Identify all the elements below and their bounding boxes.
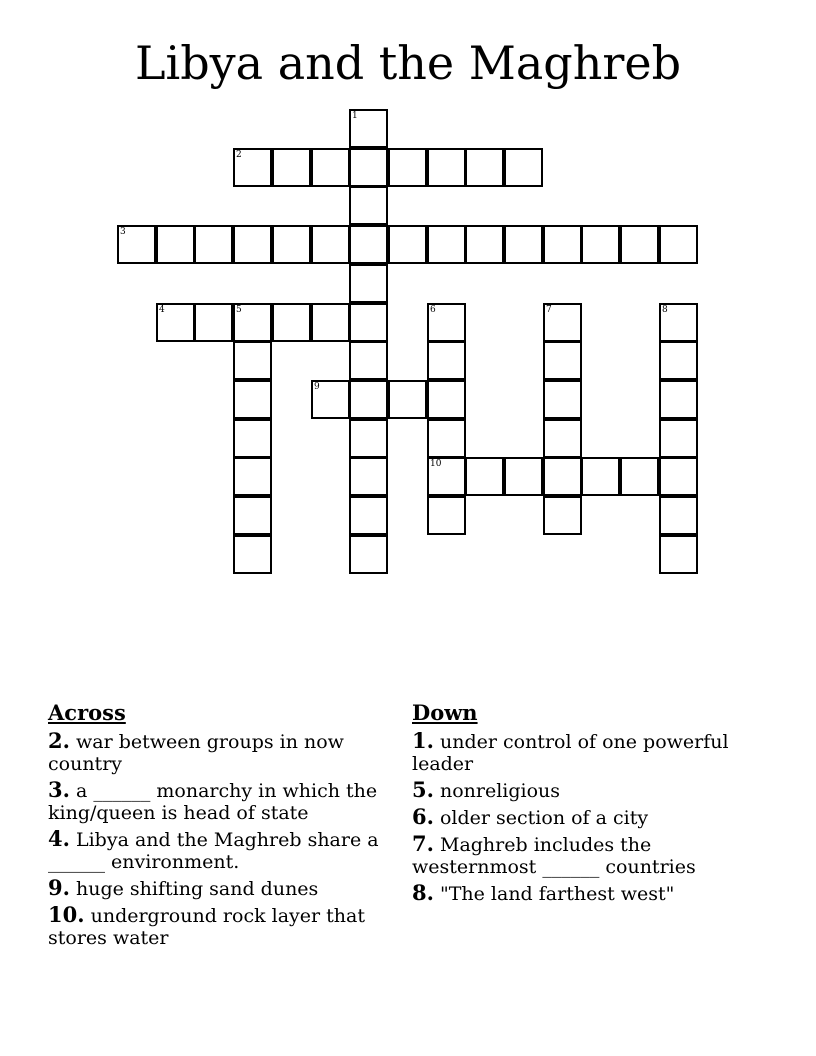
grid-cell[interactable]: [427, 148, 466, 187]
grid-cell[interactable]: [349, 109, 388, 148]
across-clues: [48, 700, 388, 953]
clue-number: 8.: [412, 880, 434, 905]
grid-cell[interactable]: [465, 225, 504, 264]
clue-down-7: [412, 833, 772, 878]
grid-cell[interactable]: [349, 225, 388, 264]
clue-text: a ______ monarchy in which the king/queen is head of state: [48, 780, 378, 824]
clue-text: huge shifting sand dunes: [75, 878, 319, 900]
clue-number: 9.: [48, 875, 70, 900]
grid-cell[interactable]: [233, 457, 272, 496]
clue-across-2: [48, 730, 388, 775]
grid-cell[interactable]: [659, 380, 698, 419]
clue-number: 1.: [412, 728, 434, 753]
clue-across-10: [48, 904, 388, 949]
clue-text: "The land farthest west": [439, 883, 675, 905]
grid-cell[interactable]: [349, 496, 388, 535]
clue-across-9: [48, 877, 388, 900]
clue-down-1: [412, 730, 772, 775]
grid-cell[interactable]: [388, 225, 427, 264]
grid-cell[interactable]: [620, 225, 659, 264]
grid-cell[interactable]: [543, 303, 582, 342]
clue-down-8: [412, 882, 772, 905]
across-heading: Across: [48, 700, 126, 725]
grid-cell[interactable]: [659, 341, 698, 380]
grid-cell[interactable]: [543, 496, 582, 535]
clue-down-5: [412, 779, 772, 802]
grid-cell[interactable]: [581, 457, 620, 496]
grid-cell[interactable]: [504, 225, 543, 264]
grid-cell[interactable]: [465, 457, 504, 496]
grid-cell[interactable]: [427, 303, 466, 342]
grid-cell[interactable]: [659, 419, 698, 458]
clue-text: war between groups in now country: [48, 731, 344, 775]
clue-text: nonreligious: [439, 780, 561, 802]
grid-cell[interactable]: [427, 457, 466, 496]
clue-number: 3.: [48, 777, 70, 802]
grid-cell[interactable]: [233, 380, 272, 419]
grid-cell[interactable]: [349, 148, 388, 187]
grid-cell[interactable]: [349, 457, 388, 496]
clue-across-3: [48, 779, 388, 824]
down-heading: Down: [412, 700, 478, 725]
grid-cell[interactable]: [620, 457, 659, 496]
grid-cell[interactable]: [156, 303, 195, 342]
clue-number: 6.: [412, 804, 434, 829]
grid-cell[interactable]: [233, 303, 272, 342]
grid-cell[interactable]: [427, 419, 466, 458]
grid-cell[interactable]: [388, 380, 427, 419]
grid-cell[interactable]: [311, 380, 350, 419]
cell-number: 9: [314, 382, 320, 392]
grid-cell[interactable]: [349, 419, 388, 458]
grid-cell[interactable]: [581, 225, 620, 264]
cell-number: 1: [352, 111, 358, 121]
grid-cell[interactable]: [272, 225, 311, 264]
cell-number: 8: [662, 305, 668, 315]
grid-cell[interactable]: [659, 225, 698, 264]
grid-cell[interactable]: [156, 225, 195, 264]
grid-cell[interactable]: [194, 303, 233, 342]
grid-cell[interactable]: [233, 496, 272, 535]
grid-cell[interactable]: [659, 496, 698, 535]
grid-cell[interactable]: [543, 225, 582, 264]
grid-cell[interactable]: [427, 496, 466, 535]
grid-cell[interactable]: [504, 457, 543, 496]
cell-number: 4: [159, 305, 165, 315]
grid-cell[interactable]: [504, 148, 543, 187]
grid-cell[interactable]: [543, 380, 582, 419]
grid-cell[interactable]: [233, 419, 272, 458]
grid-cell[interactable]: [194, 225, 233, 264]
cell-number: 6: [430, 305, 436, 315]
grid-cell[interactable]: [349, 341, 388, 380]
grid-cell[interactable]: [349, 186, 388, 225]
grid-cell[interactable]: [659, 303, 698, 342]
grid-cell[interactable]: [543, 419, 582, 458]
grid-cell[interactable]: [427, 341, 466, 380]
grid-cell[interactable]: [543, 457, 582, 496]
grid-cell[interactable]: [233, 148, 272, 187]
clue-across-4: [48, 828, 388, 873]
grid-cell[interactable]: [349, 264, 388, 303]
clue-text: older section of a city: [439, 807, 649, 829]
clue-number: 7.: [412, 831, 434, 856]
cell-number: 3: [120, 227, 126, 237]
clue-text: underground rock layer that stores water: [48, 905, 365, 949]
grid-cell[interactable]: [349, 380, 388, 419]
grid-cell[interactable]: [427, 380, 466, 419]
clue-text: Maghreb includes the westernmost ______ countries: [412, 834, 696, 878]
cell-number: 5: [236, 305, 242, 315]
grid-cell[interactable]: [311, 225, 350, 264]
grid-cell[interactable]: [427, 225, 466, 264]
cell-number: 7: [546, 305, 552, 315]
grid-cell[interactable]: [233, 341, 272, 380]
grid-cell[interactable]: [311, 148, 350, 187]
cell-number: 10: [430, 459, 442, 469]
grid-cell[interactable]: [659, 535, 698, 574]
cell-number: 2: [236, 150, 242, 160]
page-title: Libya and the Maghreb: [134, 36, 682, 90]
grid-cell[interactable]: [543, 341, 582, 380]
clue-number: 10.: [48, 902, 85, 927]
clue-number: 4.: [48, 826, 70, 851]
down-clues: [412, 700, 772, 909]
grid-cell[interactable]: [311, 303, 350, 342]
grid-cell[interactable]: [388, 148, 427, 187]
clue-number: 5.: [412, 777, 434, 802]
grid-cell[interactable]: [465, 148, 504, 187]
grid-cell[interactable]: [117, 225, 156, 264]
grid-cell[interactable]: [233, 225, 272, 264]
clue-text: Libya and the Maghreb share a ______ environment.: [48, 829, 379, 873]
grid-cell[interactable]: [272, 303, 311, 342]
clue-text: under control of one powerful leader: [412, 731, 729, 775]
grid-cell[interactable]: [233, 535, 272, 574]
grid-cell[interactable]: [272, 148, 311, 187]
clue-down-6: [412, 806, 772, 829]
grid-cell[interactable]: [659, 457, 698, 496]
clue-number: 2.: [48, 728, 70, 753]
grid-cell[interactable]: [349, 303, 388, 342]
grid-cell[interactable]: [349, 535, 388, 574]
